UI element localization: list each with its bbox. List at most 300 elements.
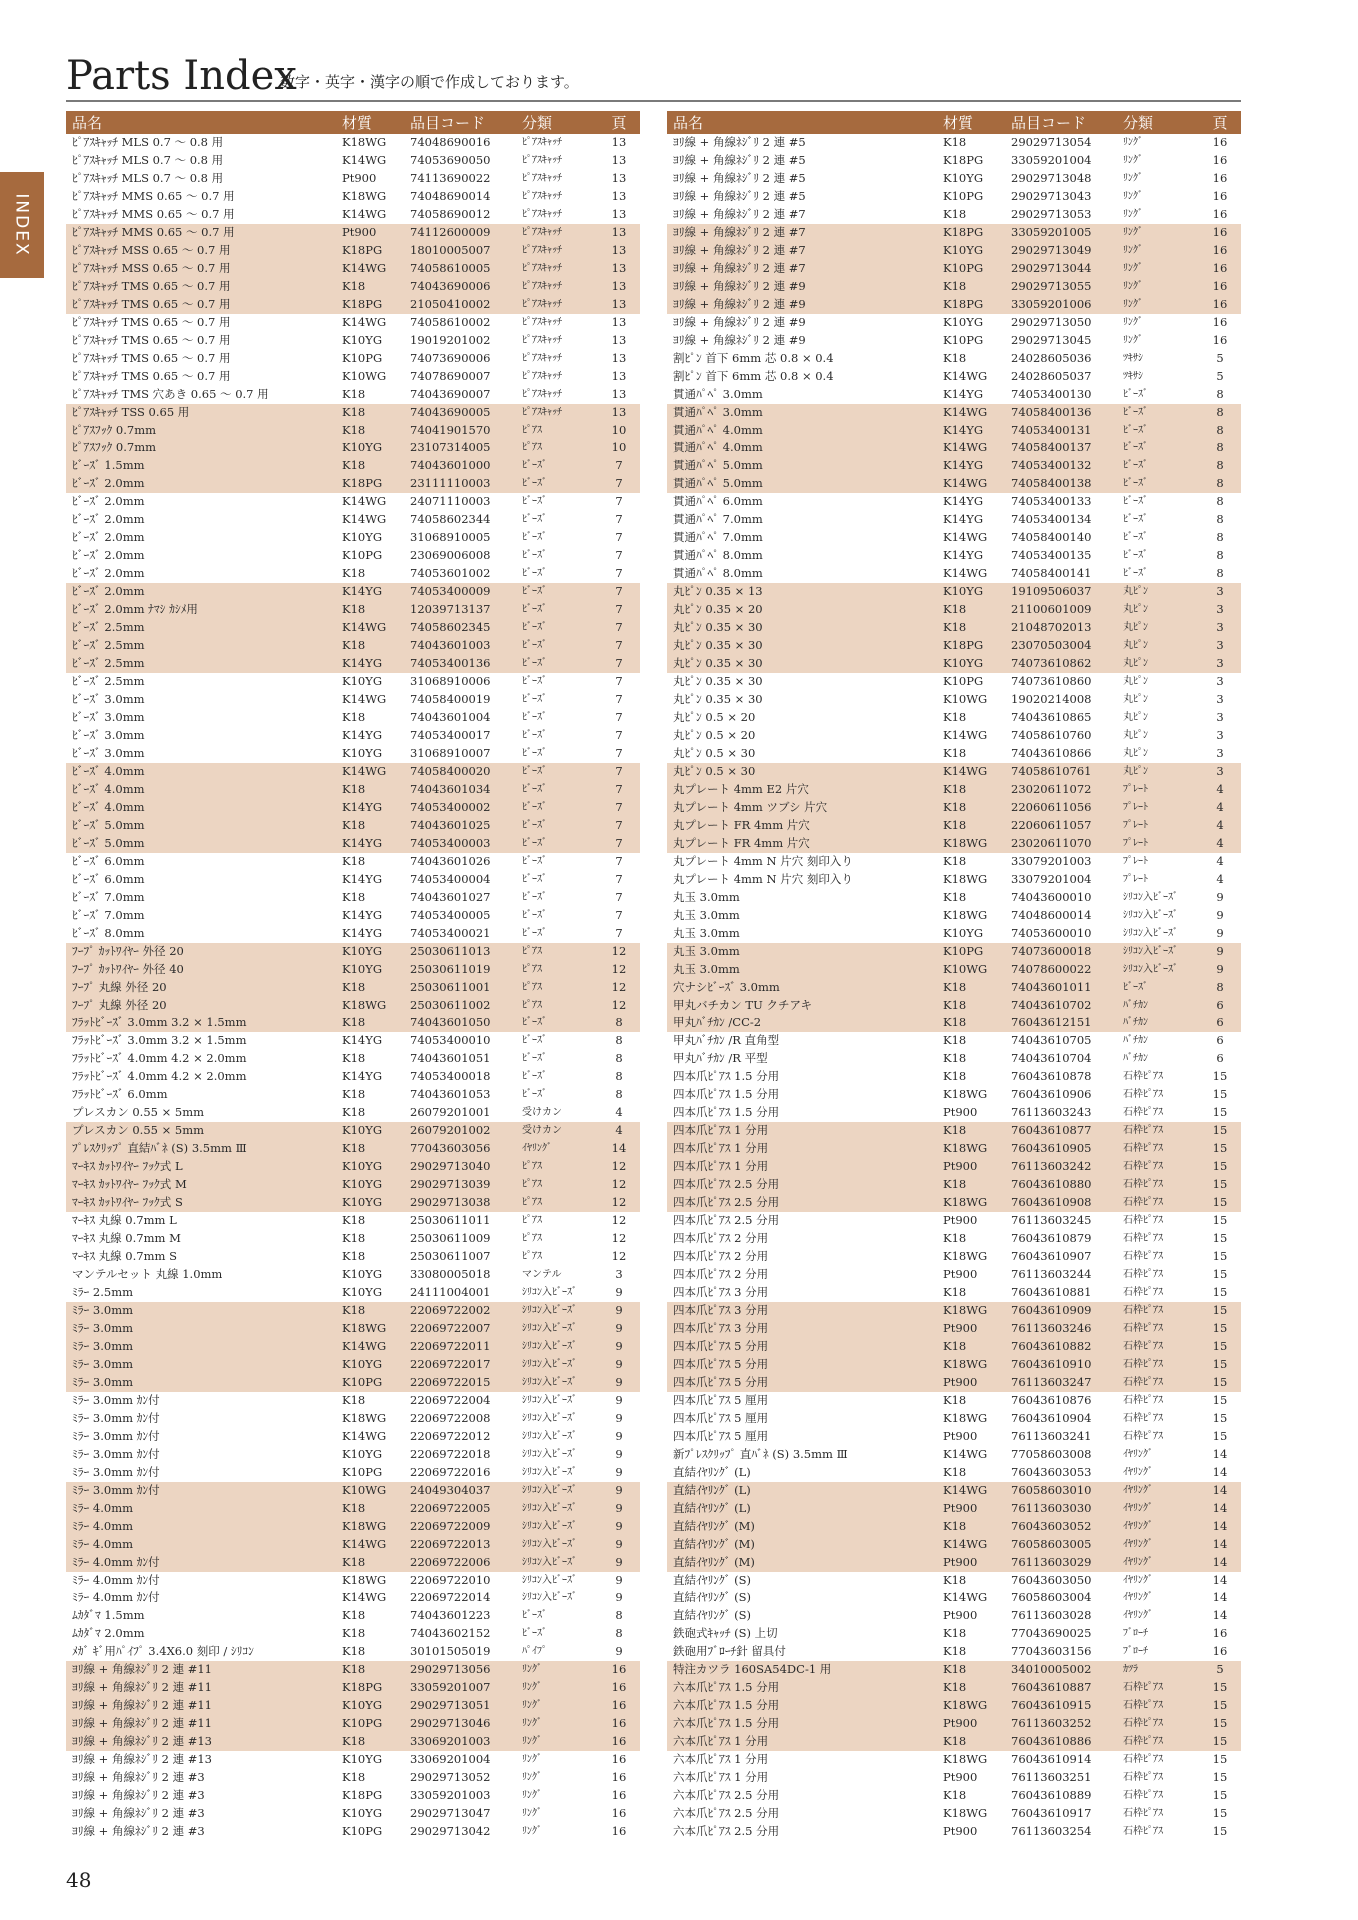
cell-page: 9 — [615, 1410, 623, 1425]
cell-category: ﾋﾟｱｽ — [516, 1158, 598, 1176]
cell-name: ﾖﾘ線 + 角線ﾈｼﾞﾘ 2 連 #13 — [66, 1733, 336, 1751]
cell-category: ﾋﾟｱｽ — [516, 943, 598, 961]
cell-category: ﾘﾝｸﾞ — [1123, 154, 1143, 166]
cell-code: 22060611056 — [1005, 799, 1117, 817]
cell-material: K14WG — [937, 1536, 1005, 1554]
cell-page: 13 — [611, 386, 627, 401]
cell-category: 石枠ﾋﾟｱｽ — [1117, 1715, 1199, 1733]
cell-page: 3 — [615, 1267, 623, 1282]
cell-name: 特注カツラ 160SA54DC-1 用 — [667, 1661, 937, 1679]
cell-category: ｲﾔﾘﾝｸﾞ — [1117, 1500, 1199, 1518]
cell-material: K10YG — [336, 1697, 404, 1715]
cell-code: 74043610704 — [1011, 1051, 1092, 1066]
cell-page: 12 — [598, 979, 640, 997]
cell-code: 74041901570 — [404, 422, 516, 440]
cell-material: K18WG — [342, 1572, 387, 1587]
cell-material: Pt900 — [336, 224, 404, 242]
cell-category: ﾋﾟｱｽ — [516, 997, 598, 1015]
cell-page: 12 — [611, 1249, 627, 1264]
table-row — [667, 997, 1241, 1015]
cell-category: 丸ﾋﾟﾝ — [1117, 637, 1199, 655]
cell-material: K18 — [943, 135, 967, 149]
table-row — [667, 457, 1241, 475]
cell-page: 8 — [615, 1087, 623, 1102]
cell-code: 25030611013 — [404, 943, 516, 961]
col-header-code: 品目コード — [404, 111, 516, 134]
cell-name: ﾑｶﾀﾞﾏ 1.5mm — [72, 1608, 145, 1623]
cell-page: 8 — [1216, 512, 1224, 527]
cell-category: ｲﾔﾘﾝｸﾞ — [1123, 1574, 1153, 1586]
cell-material: K18 — [937, 799, 1005, 817]
cell-page: 9 — [615, 1572, 623, 1587]
cell-material: K18WG — [342, 1410, 387, 1425]
table-row — [667, 1643, 1241, 1661]
cell-page: 15 — [1199, 1122, 1241, 1140]
cell-category: ｼﾘｺﾝ入ﾋﾞｰｽﾞ — [516, 1302, 598, 1320]
cell-page: 7 — [598, 817, 640, 835]
table-row — [667, 260, 1241, 278]
cell-category: ﾋﾞｰｽﾞ — [522, 927, 547, 939]
cell-code: 74053400010 — [410, 1033, 491, 1048]
cell-material: K18 — [937, 278, 1005, 296]
table-row — [667, 727, 1241, 745]
cell-code: 30101505019 — [410, 1644, 491, 1659]
table-row — [667, 745, 1241, 763]
cell-code: 33059201007 — [404, 1679, 516, 1697]
cell-category: ﾋﾞｰｽﾞ — [1117, 979, 1199, 997]
cell-name: 丸ﾋﾟﾝ 0.35 × 13 — [667, 583, 937, 601]
cell-material: K14YG — [937, 457, 1005, 475]
cell-category: ﾋﾞｰｽﾞ — [522, 729, 547, 741]
cell-code: 74058400140 — [1011, 530, 1092, 545]
cell-category: ﾋﾞｰｽﾞ — [516, 475, 598, 493]
table-row — [667, 1320, 1241, 1338]
cell-page: 3 — [1216, 745, 1224, 760]
cell-material: K10YG — [342, 1806, 383, 1821]
cell-material: K14YG — [336, 583, 404, 601]
cell-material: K18 — [336, 457, 404, 475]
cell-name: ﾖﾘ線 + 角線ﾈｼﾞﾘ 2 連 #7 — [667, 260, 937, 278]
cell-material: K10YG — [342, 1267, 383, 1282]
cell-name: ﾐﾗｰ 4.0mm — [66, 1500, 336, 1518]
cell-code: 74043610702 — [1005, 997, 1117, 1015]
cell-page: 3 — [1199, 655, 1241, 673]
cell-name: 貫通ﾊﾟﾍﾟ 5.0mm — [667, 457, 937, 475]
table-row — [667, 170, 1241, 188]
cell-name: ﾐﾗｰ 3.0mm ｶﾝ付 — [66, 1482, 336, 1500]
table-row — [66, 871, 640, 889]
cell-code: 33059201005 — [1005, 224, 1117, 242]
cell-category: 石枠ﾋﾟｱｽ — [1117, 1176, 1199, 1194]
cell-category: 石枠ﾋﾟｱｽ — [1117, 1679, 1199, 1697]
table-row — [667, 1733, 1241, 1751]
cell-page: 9 — [615, 1285, 623, 1299]
table-row — [66, 853, 640, 871]
cell-category: 石枠ﾋﾟｱｽ — [1123, 1233, 1163, 1245]
cell-code: 21048702013 — [1005, 619, 1117, 637]
table-row — [66, 1823, 640, 1841]
cell-page: 9 — [598, 1320, 640, 1338]
cell-material: K18WG — [336, 1320, 404, 1338]
cell-name: ﾋﾟｱｽｷｬｯﾁ TMS 0.65 ～ 0.7 用 — [66, 278, 336, 296]
cell-material: K14YG — [943, 494, 984, 509]
cell-code: 22060611057 — [1005, 817, 1117, 835]
cell-material: K18PG — [336, 242, 404, 260]
table-row — [66, 296, 640, 314]
cell-material: K18PG — [943, 152, 984, 167]
table-row — [66, 997, 640, 1015]
cell-name: ﾌﾗｯﾄﾋﾞｰｽﾞ 3.0mm 3.2 × 1.5mm — [66, 1014, 336, 1032]
cell-material: K10YG — [342, 745, 383, 760]
cell-page: 16 — [1199, 260, 1241, 278]
cell-code: 74053690050 — [410, 152, 491, 167]
cell-category: ﾋﾞｰｽﾞ — [522, 532, 547, 544]
cell-material: Pt900 — [937, 1374, 1005, 1392]
cell-page: 10 — [598, 439, 640, 457]
cell-page: 13 — [598, 278, 640, 296]
cell-name: ﾖﾘ線 + 角線ﾈｼﾞﾘ 2 連 #5 — [673, 135, 806, 149]
cell-page: 7 — [598, 637, 640, 655]
cell-name: ﾋﾞｰｽﾞ 4.0mm — [66, 763, 336, 781]
cell-category: 丸ﾋﾟﾝ — [1123, 729, 1148, 741]
table-row — [66, 260, 640, 278]
cell-category: ｲﾔﾘﾝｸﾞ — [1123, 1448, 1153, 1460]
cell-name: 四本爪ﾋﾟｱｽ 3 分用 — [673, 1285, 769, 1299]
cell-name: 四本爪ﾋﾟｱｽ 3 分用 — [667, 1320, 937, 1338]
cell-code: 22069722017 — [404, 1356, 516, 1374]
cell-code: 76043610915 — [1005, 1697, 1117, 1715]
cell-code: 29029713053 — [1011, 206, 1092, 221]
cell-code: 74053400002 — [404, 799, 516, 817]
cell-code: 76043610905 — [1005, 1140, 1117, 1158]
cell-name: ﾋﾞｰｽﾞ 2.0mm — [66, 475, 336, 493]
cell-name: ﾋﾞｰｽﾞ 7.0mm — [72, 907, 145, 922]
table-row — [667, 1392, 1241, 1410]
cell-category: 石枠ﾋﾟｱｽ — [1117, 1697, 1199, 1715]
table-row — [667, 799, 1241, 817]
cell-code: 76043610907 — [1011, 1249, 1092, 1264]
cell-name: ﾋﾟｱｽｷｬｯﾁ MSS 0.65 ～ 0.7 用 — [66, 260, 336, 278]
table-row — [66, 709, 640, 727]
cell-name: 四本爪ﾋﾟｱｽ 1.5 分用 — [673, 1069, 780, 1084]
cell-code: 29029713054 — [1011, 135, 1092, 149]
page-number: 48 — [66, 1868, 92, 1892]
table-row — [667, 332, 1241, 350]
cell-material: K14WG — [342, 314, 387, 329]
cell-material: K18 — [943, 1788, 967, 1803]
table-row — [66, 1805, 640, 1823]
cell-material: K10PG — [342, 548, 383, 563]
cell-category: ﾋﾟｱｽ — [516, 1176, 598, 1194]
page-subtitle: 数字・英字・漢字の順で作成しております。 — [280, 73, 579, 91]
cell-category: 石枠ﾋﾟｱｽ — [1117, 1320, 1199, 1338]
table-row — [66, 1356, 640, 1374]
table-row — [667, 386, 1241, 404]
cell-category: ﾋﾟｱｽ — [516, 961, 598, 979]
cell-category: ｼﾘｺﾝ入ﾋﾞｰｽﾞ — [522, 1430, 577, 1442]
cell-category: 石枠ﾋﾟｱｽ — [1117, 1122, 1199, 1140]
cell-code: 74053400018 — [410, 1069, 491, 1084]
cell-category: 石枠ﾋﾟｱｽ — [1123, 1251, 1163, 1263]
table-row — [667, 1086, 1241, 1104]
table-row — [66, 979, 640, 997]
cell-page: 6 — [1216, 1051, 1224, 1066]
cell-page: 3 — [1199, 619, 1241, 637]
cell-page: 8 — [615, 1051, 623, 1066]
cell-code: 29029713043 — [1011, 188, 1092, 203]
cell-page: 7 — [598, 475, 640, 493]
table-row — [66, 547, 640, 565]
table-row — [66, 152, 640, 170]
cell-page: 6 — [1216, 1033, 1224, 1048]
cell-category: ﾋﾞｰｽﾞ — [522, 712, 547, 723]
cell-code: 76058603004 — [1011, 1590, 1092, 1605]
cell-code: 23069006008 — [410, 548, 491, 563]
cell-code: 74043690005 — [404, 404, 516, 422]
table-row — [667, 1374, 1241, 1392]
cell-page: 16 — [1199, 242, 1241, 260]
cell-material: K18 — [342, 566, 366, 581]
cell-category: ﾋﾟｱｽ — [522, 1215, 542, 1227]
cell-category: 石枠ﾋﾟｱｽ — [1123, 1430, 1163, 1442]
cell-name: ﾋﾟｱｽｷｬｯﾁ MLS 0.7 ～ 0.8 用 — [72, 170, 224, 185]
cell-code: 76058603010 — [1005, 1482, 1117, 1500]
cell-code: 74078600022 — [1005, 961, 1117, 979]
cell-material: K14YG — [943, 386, 984, 401]
cell-material: K18 — [937, 1014, 1005, 1032]
cell-code: 76043610914 — [1011, 1752, 1092, 1767]
cell-material: K18WG — [943, 871, 988, 886]
cell-name: ﾐﾗｰ 4.0mm ｶﾝ付 — [72, 1572, 160, 1587]
cell-page: 15 — [1212, 1105, 1228, 1120]
cell-page: 13 — [611, 350, 627, 365]
cell-material: K18WG — [943, 1087, 988, 1102]
cell-material: K14WG — [342, 152, 387, 167]
table-row — [66, 1158, 640, 1176]
cell-page: 8 — [615, 1033, 623, 1048]
cell-name: 鉄砲用ﾌﾞﾛｰﾁ針 留具付 — [673, 1644, 786, 1659]
cell-category: ﾋﾟｱｽｷｬｯﾁ — [522, 352, 562, 364]
cell-category: ﾊﾞﾁｶﾝ — [1117, 1014, 1199, 1032]
cell-material: K14WG — [937, 439, 1005, 457]
table-row — [667, 1032, 1241, 1050]
cell-code: 76113603244 — [1011, 1267, 1092, 1282]
table-row — [667, 404, 1241, 422]
cell-code: 25030611009 — [410, 1231, 491, 1246]
table-row — [66, 332, 640, 350]
cell-page: 8 — [1199, 404, 1241, 422]
cell-category: 石枠ﾋﾟｱｽ — [1123, 1089, 1163, 1101]
table-row — [66, 1769, 640, 1787]
page-header — [66, 52, 1241, 102]
cell-code: 26079201001 — [410, 1105, 491, 1120]
cell-name: 貫通ﾊﾟﾍﾟ 3.0mm — [667, 404, 937, 422]
cell-code: 76043603053 — [1011, 1464, 1092, 1479]
cell-page: 15 — [1212, 1824, 1228, 1839]
cell-page: 8 — [615, 1626, 623, 1641]
cell-page: 5 — [1199, 1661, 1241, 1679]
cell-name: 丸プレート 4mm ツブシ 片穴 — [667, 799, 937, 817]
cell-page: 7 — [615, 494, 623, 509]
cell-name: 貫通ﾊﾟﾍﾟ 3.0mm — [673, 386, 763, 401]
cell-page: 7 — [615, 889, 623, 904]
cell-name: 四本爪ﾋﾟｱｽ 5 厘用 — [673, 1410, 769, 1425]
cell-page: 4 — [615, 1105, 623, 1120]
cell-category: ｼﾘｺﾝ入ﾋﾞｰｽﾞ — [522, 1574, 577, 1586]
table-row — [66, 206, 640, 224]
cell-name: ﾖﾘ線 + 角線ﾈｼﾞﾘ 2 連 #3 — [72, 1806, 205, 1821]
cell-page: 15 — [1212, 1213, 1228, 1228]
cell-material: Pt900 — [943, 1608, 978, 1623]
cell-material: K10YG — [336, 1122, 404, 1140]
table-row — [667, 134, 1241, 152]
cell-page: 4 — [598, 1122, 640, 1140]
cell-code: 74043601027 — [410, 889, 491, 904]
cell-category: ﾌﾞﾛｰﾁ — [1123, 1628, 1148, 1640]
table-row — [667, 709, 1241, 727]
cell-material: K14WG — [937, 763, 1005, 781]
cell-material: K18WG — [937, 1302, 1005, 1320]
cell-name: プレスカン 0.55 × 5mm — [72, 1105, 205, 1120]
cell-material: K18 — [336, 1554, 404, 1572]
cell-page: 7 — [598, 781, 640, 799]
table-row — [667, 1428, 1241, 1446]
table-row — [667, 422, 1241, 440]
table-row — [667, 278, 1241, 296]
cell-category: ﾂｷｻｼ — [1123, 370, 1143, 382]
table-row — [667, 188, 1241, 206]
cell-category: 丸ﾋﾟﾝ — [1123, 694, 1148, 706]
index-side-tab — [0, 172, 44, 278]
cell-name: ﾖﾘ線 + 角線ﾈｼﾞﾘ 2 連 #5 — [673, 188, 806, 203]
cell-page: 13 — [611, 206, 627, 221]
cell-name: 丸ﾋﾟﾝ 0.35 × 20 — [667, 601, 937, 619]
table-row — [66, 278, 640, 296]
table-row — [667, 529, 1241, 547]
table-row — [667, 1212, 1241, 1230]
cell-page: 7 — [615, 530, 623, 545]
table-row — [66, 1086, 640, 1104]
table-row — [667, 1410, 1241, 1428]
cell-name: ﾏｰｷｽ ｶｯﾄﾜｲﾔｰ ﾌｯｸ式 L — [66, 1158, 336, 1176]
cell-page: 15 — [1212, 1249, 1228, 1264]
cell-name: ﾐﾗｰ 4.0mm ｶﾝ付 — [66, 1554, 336, 1572]
cell-category: 丸ﾋﾟﾝ — [1123, 676, 1148, 688]
cell-category: ﾋﾟｱｽｷｬｯﾁ — [516, 242, 598, 260]
table-row — [667, 871, 1241, 889]
cell-name: 四本爪ﾋﾟｱｽ 5 厘用 — [673, 1392, 769, 1407]
cell-code: 23020611070 — [1005, 835, 1117, 853]
table-row — [667, 1679, 1241, 1697]
cell-material: K18 — [342, 386, 366, 401]
cell-code: 74053400021 — [410, 925, 491, 940]
cell-category: ﾘﾝｸﾞ — [1123, 172, 1143, 184]
cell-category: ﾋﾞｰｽﾞ — [1123, 568, 1148, 580]
table-row — [66, 1338, 640, 1356]
cell-name: 直結ｲﾔﾘﾝｸﾞ (S) — [673, 1590, 752, 1605]
cell-material: K10YG — [336, 1194, 404, 1212]
cell-category: ｼﾘｺﾝ入ﾋﾞｰｽﾞ — [1123, 891, 1178, 903]
cell-category: ﾋﾞｰｽﾞ — [522, 873, 547, 885]
cell-material: K10YG — [342, 1446, 383, 1461]
cell-category: ﾌﾟﾚｰﾄ — [1117, 799, 1199, 817]
table-row — [667, 1230, 1241, 1248]
cell-material: K10YG — [937, 655, 1005, 673]
cell-code: 76043610904 — [1011, 1410, 1092, 1425]
table-row — [667, 1823, 1241, 1841]
cell-category: ﾋﾟｱｽ — [516, 422, 598, 440]
cell-category: ﾘﾝｸﾞ — [516, 1697, 598, 1715]
cell-page: 3 — [1216, 692, 1224, 707]
cell-category: ﾘﾝｸﾞ — [1117, 242, 1199, 260]
cell-category: 石枠ﾋﾟｱｽ — [1123, 1394, 1163, 1406]
cell-name: 四本爪ﾋﾟｱｽ 5 分用 — [667, 1356, 937, 1374]
cell-material: K10YG — [336, 1356, 404, 1374]
cell-material: K14WG — [937, 475, 1005, 493]
cell-category: ﾋﾟｱｽ — [516, 439, 598, 457]
cell-page: 9 — [615, 1428, 623, 1443]
cell-material: K10PG — [937, 943, 1005, 961]
cell-page: 7 — [615, 692, 623, 707]
cell-code: 29029713052 — [410, 1770, 491, 1785]
table-row — [66, 583, 640, 601]
table-row — [667, 1536, 1241, 1554]
cell-name: ﾋﾟｱｽｷｬｯﾁ TMS 穴あき 0.65 ～ 0.7 用 — [72, 386, 269, 401]
table-row — [66, 422, 640, 440]
cell-material: Pt900 — [943, 1267, 978, 1282]
cell-name: マンテルセット 丸線 1.0mm — [72, 1267, 223, 1282]
cell-name: ﾖﾘ線 + 角線ﾈｼﾞﾘ 2 連 #9 — [667, 296, 937, 314]
table-row — [667, 1284, 1241, 1302]
cell-code: 74058400141 — [1011, 566, 1092, 581]
table-row — [667, 1572, 1241, 1590]
cell-material: K18WG — [943, 1806, 988, 1821]
cell-category: ｼﾘｺﾝ入ﾋﾞｰｽﾞ — [516, 1356, 598, 1374]
cell-code: 74058610761 — [1005, 763, 1117, 781]
cell-name: 丸玉 3.0mm — [673, 925, 740, 940]
cell-page: 16 — [1212, 332, 1228, 347]
cell-code: 19109506037 — [1005, 583, 1117, 601]
cell-material: Pt900 — [937, 1500, 1005, 1518]
cell-code: 25030611011 — [410, 1213, 491, 1228]
cell-page: 9 — [615, 1446, 623, 1461]
cell-code: 74053400131 — [1005, 422, 1117, 440]
table-row — [66, 961, 640, 979]
cell-material: K14WG — [336, 1536, 404, 1554]
cell-name: 丸玉 3.0mm — [673, 889, 740, 904]
table-row — [667, 1751, 1241, 1769]
cell-code: 22069722006 — [404, 1554, 516, 1572]
cell-code: 22069722016 — [410, 1464, 491, 1479]
cell-name: ﾋﾟｱｽｷｬｯﾁ MMS 0.65 ～ 0.7 用 — [72, 188, 235, 203]
cell-name: ﾋﾞｰｽﾞ 2.0mm ﾅﾏｼ ｶｼﾒ用 — [66, 601, 336, 619]
cell-category: ﾋﾟｱｽｷｬｯﾁ — [522, 190, 562, 202]
cell-code: 74043601011 — [1005, 979, 1117, 997]
cell-material: Pt900 — [943, 1824, 978, 1839]
parts-table-right-body — [667, 134, 1241, 1841]
cell-code: 74053400134 — [1011, 512, 1092, 527]
cell-name: 六本爪ﾋﾟｱｽ 2.5 分用 — [673, 1806, 780, 1821]
cell-name: ﾏｰｷｽ 丸線 0.7mm L — [72, 1213, 177, 1228]
table-row — [667, 1769, 1241, 1787]
cell-code: 74058400136 — [1005, 404, 1117, 422]
table-row — [667, 547, 1241, 565]
cell-category: ﾋﾞｰｽﾞ — [522, 1089, 547, 1101]
cell-code: 74043600010 — [1011, 889, 1092, 904]
table-row — [66, 1302, 640, 1320]
cell-category: 丸ﾋﾟﾝ — [1117, 655, 1199, 673]
cell-name: ﾋﾟｱｽｷｬｯﾁ MMS 0.65 ～ 0.7 用 — [66, 224, 336, 242]
